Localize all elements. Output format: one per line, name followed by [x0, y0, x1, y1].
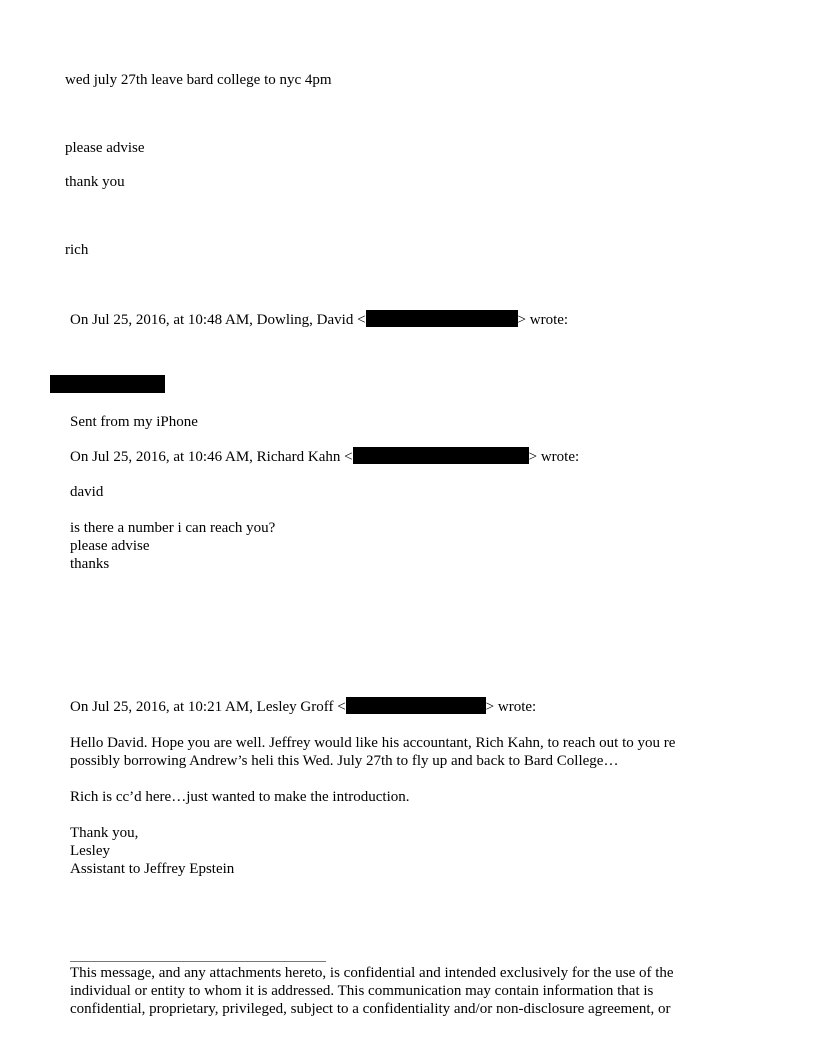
quote3-para1-line2: possibly borrowing Andrew’s heli this Wed. July 27th to fly up and back to Bard College… [70, 753, 619, 769]
quote3-header-post: > wrote: [485, 699, 537, 715]
reply-line-1: wed july 27th leave bard college to nyc 4pm [65, 72, 332, 88]
disclaimer-line-2: individual or entity to whom it is addressed. This communication may contain information that is [70, 983, 654, 999]
quote1-header-pre: On Jul 25, 2016, at 10:48 AM, Dowling, David < [70, 312, 366, 328]
quote2-header [70, 447, 579, 466]
redacted-email [346, 697, 486, 714]
disclaimer-line-1: This message, and any attachments hereto, is confidential and intended exclusively for the use of the [70, 965, 674, 981]
redacted-email [353, 447, 529, 464]
quote3-title: Assistant to Jeffrey Epstein [70, 861, 235, 877]
quote2-header-post: > wrote: [528, 449, 580, 465]
quote2-greeting: david [70, 484, 104, 500]
reply-line-2: please advise [65, 140, 145, 156]
quote1-header [70, 310, 568, 329]
quote1-header-post: > wrote: [517, 312, 569, 328]
quote2-body-3: thanks [70, 556, 110, 572]
quote2-body-1: is there a number i can reach you? [70, 520, 276, 536]
quote3-header [70, 697, 536, 716]
reply-line-3: thank you [65, 174, 125, 190]
quote2-header-pre: On Jul 25, 2016, at 10:46 AM, Richard Kahn < [70, 449, 353, 465]
quote3-name: Lesley [70, 843, 110, 859]
quote3-closing: Thank you, [70, 825, 139, 841]
quote2-body-2: please advise [70, 538, 150, 554]
quote3-header-pre: On Jul 25, 2016, at 10:21 AM, Lesley Groff < [70, 699, 346, 715]
quote1-sent-from: Sent from my iPhone [70, 414, 198, 430]
quote3-para2: Rich is cc’d here…just wanted to make the introduction. [70, 789, 410, 805]
reply-signature: rich [65, 242, 89, 258]
quote3-para1-line1: Hello David. Hope you are well. Jeffrey would like his accountant, Rich Kahn, to reach out to you re [70, 735, 676, 751]
disclaimer-divider [70, 961, 326, 962]
redacted-email [366, 310, 518, 327]
disclaimer-line-3: confidential, proprietary, privileged, subject to a confidentiality and/or non-disclosure agreement, or [70, 1001, 671, 1017]
redacted-block [50, 375, 165, 393]
